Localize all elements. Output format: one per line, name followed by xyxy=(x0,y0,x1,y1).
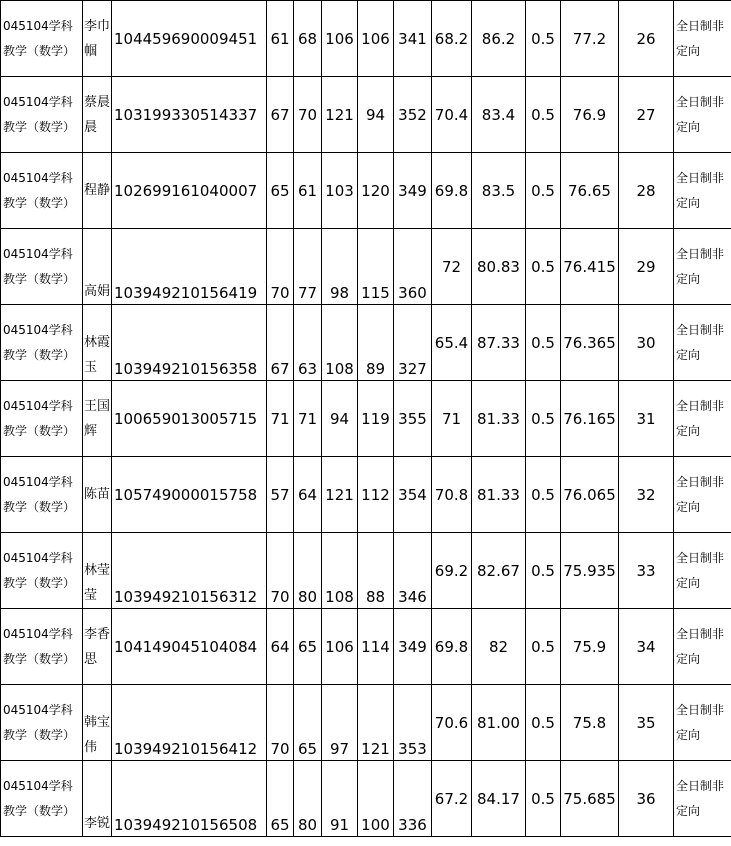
major-cell: 045104学科教学（数学） xyxy=(1,1,83,77)
english-score-cell: 80 xyxy=(294,761,322,837)
english-score-cell: 71 xyxy=(294,381,322,457)
final-score-cell: 76.165 xyxy=(561,381,619,457)
rank-cell: 29 xyxy=(619,229,674,305)
subject1-score-cell: 106 xyxy=(322,1,358,77)
weight-cell: 0.5 xyxy=(526,381,561,457)
initial-weighted-cell: 71 xyxy=(432,381,472,457)
study-mode-cell: 全日制非定向 xyxy=(674,153,731,229)
subject1-score-cell: 98 xyxy=(322,229,358,305)
rank-cell: 30 xyxy=(619,305,674,381)
weight-cell: 0.5 xyxy=(526,685,561,761)
final-score-cell: 76.065 xyxy=(561,457,619,533)
retest-score-cell: 81.33 xyxy=(472,457,526,533)
name-cell: 蔡晨晨 xyxy=(83,77,112,153)
table-row xyxy=(1,609,731,685)
major-cell: 045104学科教学（数学） xyxy=(1,381,83,457)
politics-score-cell: 64 xyxy=(267,609,294,685)
name-cell: 林霞玉 xyxy=(83,305,112,381)
english-score-cell: 68 xyxy=(294,1,322,77)
major-cell: 045104学科教学（数学） xyxy=(1,229,83,305)
subject2-score-cell: 115 xyxy=(358,229,394,305)
total-score-cell: 327 xyxy=(394,305,432,381)
weight-cell: 0.5 xyxy=(526,77,561,153)
rank-cell: 32 xyxy=(619,457,674,533)
retest-score-cell: 82.67 xyxy=(472,533,526,609)
politics-score-cell: 61 xyxy=(267,1,294,77)
exam-id-cell: 103199330514337 xyxy=(112,77,267,153)
english-score-cell: 70 xyxy=(294,77,322,153)
final-score-cell: 76.415 xyxy=(561,229,619,305)
study-mode-cell: 全日制非定向 xyxy=(674,77,731,153)
exam-id-cell: 104149045104084 xyxy=(112,609,267,685)
name-cell: 王国辉 xyxy=(83,381,112,457)
weight-cell: 0.5 xyxy=(526,229,561,305)
major-cell: 045104学科教学（数学） xyxy=(1,533,83,609)
retest-score-cell: 81.33 xyxy=(472,381,526,457)
exam-id-cell: 103949210156312 xyxy=(112,533,267,609)
table-row xyxy=(1,685,731,761)
politics-score-cell: 71 xyxy=(267,381,294,457)
exam-id-cell: 103949210156412 xyxy=(112,685,267,761)
exam-id-cell: 103949210156419 xyxy=(112,229,267,305)
english-score-cell: 80 xyxy=(294,533,322,609)
name-cell: 李锐 xyxy=(83,761,112,837)
major-cell: 045104学科教学（数学） xyxy=(1,305,83,381)
politics-score-cell: 67 xyxy=(267,77,294,153)
final-score-cell: 75.935 xyxy=(561,533,619,609)
exam-id-cell: 104459690009451 xyxy=(112,1,267,77)
table-row xyxy=(1,381,731,457)
name-cell: 林莹莹 xyxy=(83,533,112,609)
weight-cell: 0.5 xyxy=(526,609,561,685)
table-row xyxy=(1,1,731,77)
initial-weighted-cell: 70.6 xyxy=(432,685,472,761)
subject2-score-cell: 89 xyxy=(358,305,394,381)
subject1-score-cell: 94 xyxy=(322,381,358,457)
politics-score-cell: 70 xyxy=(267,533,294,609)
subject2-score-cell: 120 xyxy=(358,153,394,229)
total-score-cell: 352 xyxy=(394,77,432,153)
english-score-cell: 63 xyxy=(294,305,322,381)
weight-cell: 0.5 xyxy=(526,153,561,229)
study-mode-cell: 全日制非定向 xyxy=(674,381,731,457)
politics-score-cell: 65 xyxy=(267,761,294,837)
exam-id-cell: 102699161040007 xyxy=(112,153,267,229)
name-cell: 韩宝伟 xyxy=(83,685,112,761)
subject2-score-cell: 121 xyxy=(358,685,394,761)
english-score-cell: 65 xyxy=(294,685,322,761)
initial-weighted-cell: 67.2 xyxy=(432,761,472,837)
study-mode-cell: 全日制非定向 xyxy=(674,685,731,761)
total-score-cell: 336 xyxy=(394,761,432,837)
initial-weighted-cell: 65.4 xyxy=(432,305,472,381)
rank-cell: 26 xyxy=(619,1,674,77)
final-score-cell: 76.9 xyxy=(561,77,619,153)
english-score-cell: 61 xyxy=(294,153,322,229)
total-score-cell: 360 xyxy=(394,229,432,305)
rank-cell: 28 xyxy=(619,153,674,229)
total-score-cell: 349 xyxy=(394,609,432,685)
name-cell: 李巾帼 xyxy=(83,1,112,77)
total-score-cell: 349 xyxy=(394,153,432,229)
politics-score-cell: 67 xyxy=(267,305,294,381)
total-score-cell: 353 xyxy=(394,685,432,761)
weight-cell: 0.5 xyxy=(526,761,561,837)
final-score-cell: 76.365 xyxy=(561,305,619,381)
table-row xyxy=(1,761,731,837)
rank-cell: 34 xyxy=(619,609,674,685)
rank-cell: 33 xyxy=(619,533,674,609)
study-mode-cell: 全日制非定向 xyxy=(674,305,731,381)
major-cell: 045104学科教学（数学） xyxy=(1,609,83,685)
final-score-cell: 76.65 xyxy=(561,153,619,229)
initial-weighted-cell: 70.4 xyxy=(432,77,472,153)
table-row xyxy=(1,77,731,153)
retest-score-cell: 80.83 xyxy=(472,229,526,305)
retest-score-cell: 82 xyxy=(472,609,526,685)
total-score-cell: 346 xyxy=(394,533,432,609)
study-mode-cell: 全日制非定向 xyxy=(674,761,731,837)
subject1-score-cell: 106 xyxy=(322,609,358,685)
final-score-cell: 75.8 xyxy=(561,685,619,761)
politics-score-cell: 70 xyxy=(267,229,294,305)
final-score-cell: 75.685 xyxy=(561,761,619,837)
politics-score-cell: 70 xyxy=(267,685,294,761)
subject1-score-cell: 121 xyxy=(322,77,358,153)
initial-weighted-cell: 70.8 xyxy=(432,457,472,533)
table-row xyxy=(1,305,731,381)
subject2-score-cell: 114 xyxy=(358,609,394,685)
rank-cell: 36 xyxy=(619,761,674,837)
subject2-score-cell: 119 xyxy=(358,381,394,457)
final-score-cell: 75.9 xyxy=(561,609,619,685)
final-score-cell: 77.2 xyxy=(561,1,619,77)
weight-cell: 0.5 xyxy=(526,533,561,609)
name-cell: 李香思 xyxy=(83,609,112,685)
english-score-cell: 77 xyxy=(294,229,322,305)
total-score-cell: 341 xyxy=(394,1,432,77)
table-body xyxy=(1,1,731,837)
rank-cell: 31 xyxy=(619,381,674,457)
rank-cell: 27 xyxy=(619,77,674,153)
initial-weighted-cell: 69.8 xyxy=(432,609,472,685)
subject1-score-cell: 91 xyxy=(322,761,358,837)
initial-weighted-cell: 69.2 xyxy=(432,533,472,609)
english-score-cell: 65 xyxy=(294,609,322,685)
exam-id-cell: 103949210156358 xyxy=(112,305,267,381)
table-row xyxy=(1,153,731,229)
weight-cell: 0.5 xyxy=(526,457,561,533)
retest-score-cell: 83.4 xyxy=(472,77,526,153)
subject1-score-cell: 121 xyxy=(322,457,358,533)
study-mode-cell: 全日制非定向 xyxy=(674,533,731,609)
study-mode-cell: 全日制非定向 xyxy=(674,1,731,77)
major-cell: 045104学科教学（数学） xyxy=(1,77,83,153)
major-cell: 045104学科教学（数学） xyxy=(1,153,83,229)
major-cell: 045104学科教学（数学） xyxy=(1,761,83,837)
table-row xyxy=(1,533,731,609)
subject2-score-cell: 106 xyxy=(358,1,394,77)
subject2-score-cell: 94 xyxy=(358,77,394,153)
weight-cell: 0.5 xyxy=(526,305,561,381)
subject2-score-cell: 112 xyxy=(358,457,394,533)
name-cell: 高娟 xyxy=(83,229,112,305)
exam-id-cell: 105749000015758 xyxy=(112,457,267,533)
major-cell: 045104学科教学（数学） xyxy=(1,457,83,533)
exam-id-cell: 100659013005715 xyxy=(112,381,267,457)
subject2-score-cell: 100 xyxy=(358,761,394,837)
subject1-score-cell: 108 xyxy=(322,305,358,381)
english-score-cell: 64 xyxy=(294,457,322,533)
study-mode-cell: 全日制非定向 xyxy=(674,457,731,533)
study-mode-cell: 全日制非定向 xyxy=(674,609,731,685)
total-score-cell: 355 xyxy=(394,381,432,457)
retest-score-cell: 86.2 xyxy=(472,1,526,77)
exam-id-cell: 103949210156508 xyxy=(112,761,267,837)
study-mode-cell: 全日制非定向 xyxy=(674,229,731,305)
subject1-score-cell: 103 xyxy=(322,153,358,229)
retest-score-cell: 84.17 xyxy=(472,761,526,837)
major-cell: 045104学科教学（数学） xyxy=(1,685,83,761)
retest-score-cell: 87.33 xyxy=(472,305,526,381)
subject1-score-cell: 108 xyxy=(322,533,358,609)
subject1-score-cell: 97 xyxy=(322,685,358,761)
politics-score-cell: 57 xyxy=(267,457,294,533)
table-row xyxy=(1,229,731,305)
name-cell: 陈苗 xyxy=(83,457,112,533)
weight-cell: 0.5 xyxy=(526,1,561,77)
retest-score-cell: 81.00 xyxy=(472,685,526,761)
initial-weighted-cell: 69.8 xyxy=(432,153,472,229)
table-row xyxy=(1,457,731,533)
rank-cell: 35 xyxy=(619,685,674,761)
name-cell: 程静 xyxy=(83,153,112,229)
retest-score-cell: 83.5 xyxy=(472,153,526,229)
subject2-score-cell: 88 xyxy=(358,533,394,609)
total-score-cell: 354 xyxy=(394,457,432,533)
initial-weighted-cell: 68.2 xyxy=(432,1,472,77)
initial-weighted-cell: 72 xyxy=(432,229,472,305)
politics-score-cell: 65 xyxy=(267,153,294,229)
